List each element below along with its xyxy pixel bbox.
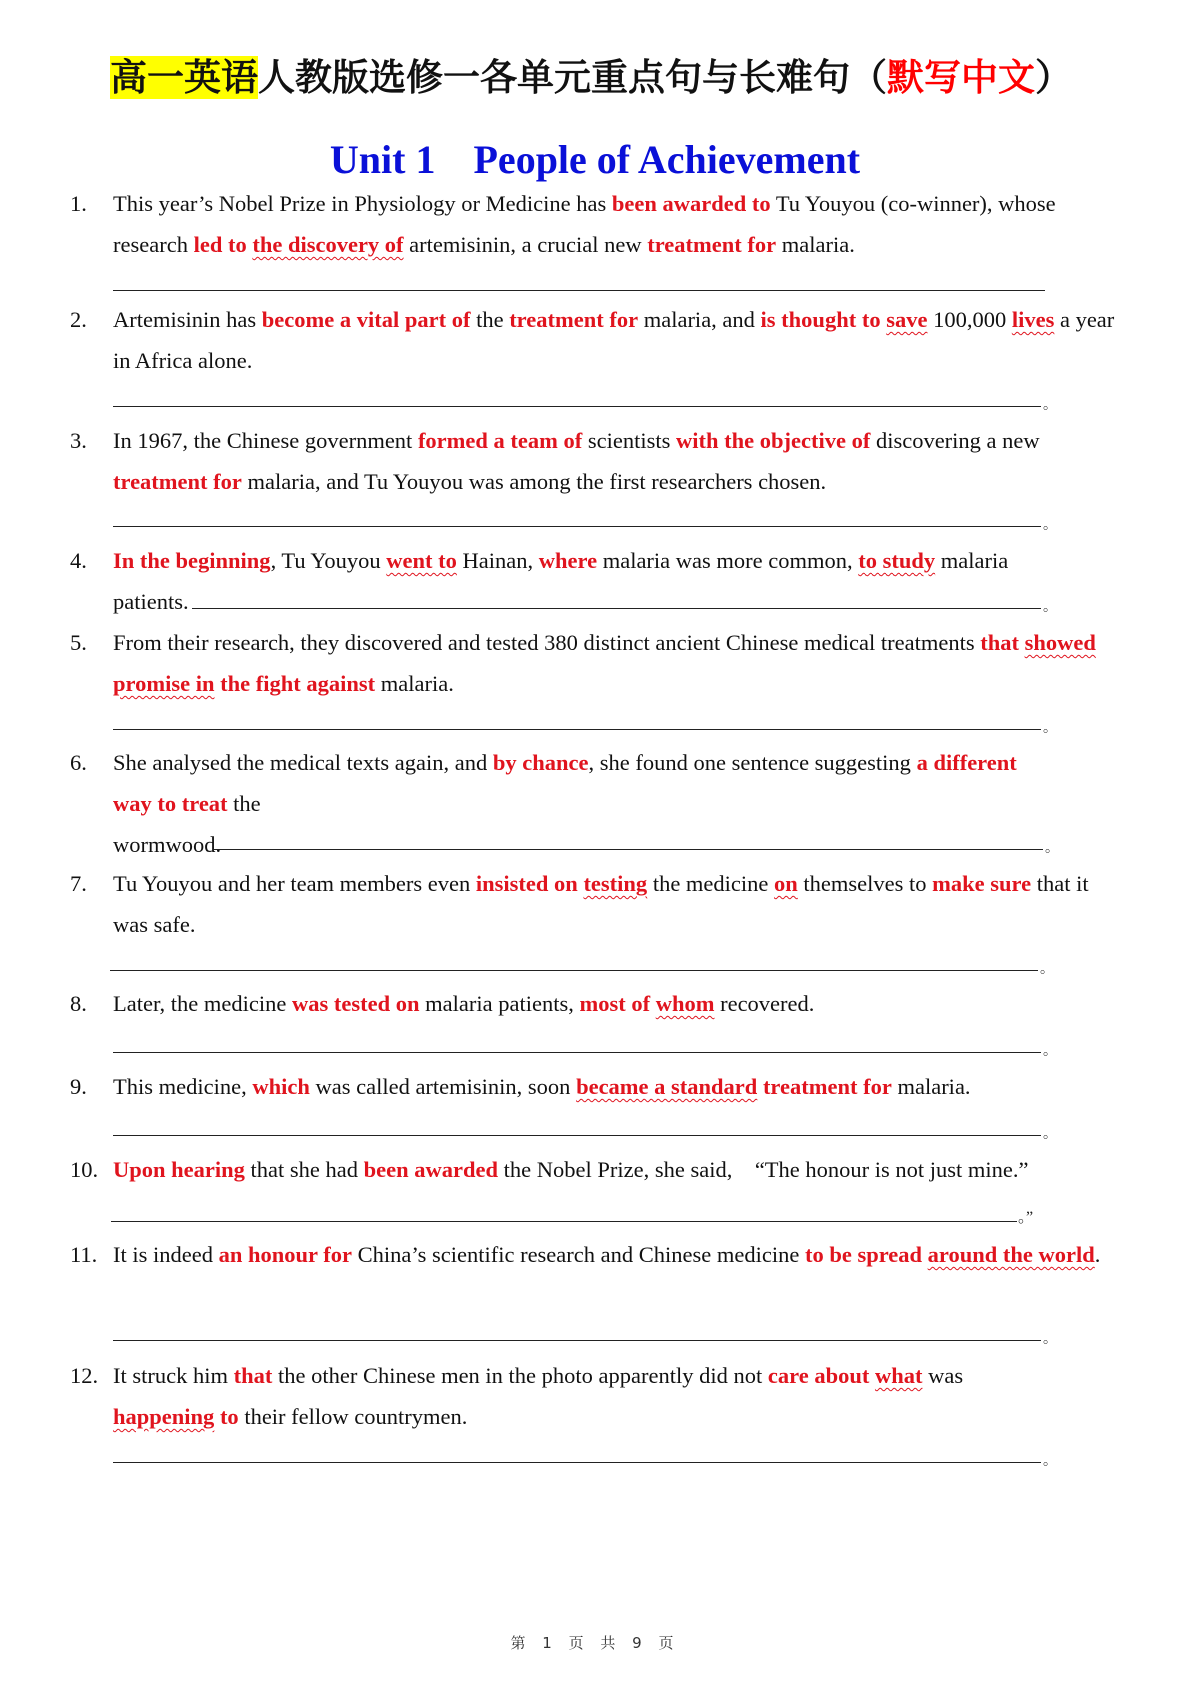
unit-number: Unit 1: [329, 137, 436, 182]
title-red: 默写中文: [887, 56, 1035, 99]
sentence-text: China’s scientific research and Chinese medicine: [351, 1242, 805, 1267]
key-phrase: treatment for: [113, 469, 242, 494]
title-main: 人教版选修一各单元重点句与长难句（: [258, 56, 887, 99]
sentence-text: From their research, they discovered and tested 380 distinct ancient Chinese medical treatments: [113, 630, 981, 655]
sentence-text: , she found one sentence suggesting: [588, 750, 917, 775]
key-phrase: testing: [583, 871, 648, 896]
line-end-mark: 。: [1043, 600, 1057, 615]
answer-line-9[interactable]: [113, 1135, 1041, 1136]
key-phrase: that: [980, 630, 1019, 655]
sentence-item-4: [70, 540, 1120, 622]
sentence-item-2: [70, 299, 1120, 381]
answer-line-3[interactable]: [113, 526, 1041, 527]
key-phrase: whom: [655, 991, 715, 1016]
item-number: 5.: [70, 630, 87, 655]
answer-line-5[interactable]: [113, 729, 1041, 730]
item-text: [113, 1234, 1120, 1275]
sentence-text: Artemisinin has: [113, 307, 262, 332]
sentence-text: the: [227, 791, 261, 816]
answer-line-7[interactable]: [110, 970, 1038, 971]
line-end-mark: 。”: [1018, 1209, 1034, 1226]
sentence-text: Hainan,: [456, 548, 539, 573]
sentence-text: the: [470, 307, 510, 332]
key-phrase: a different way to treat: [113, 750, 1017, 816]
sentence-text: This year’s Nobel Prize in Physiology or Medicine has: [113, 191, 612, 216]
key-phrase: the discovery of: [252, 232, 404, 257]
sentence-text: the Nobel Prize, she said, “The honour is not just mine.”: [498, 1157, 1029, 1182]
sentence-item-9: [70, 1066, 1120, 1107]
sentence-item-7: [70, 863, 1120, 945]
line-end-mark: 。: [1043, 1454, 1057, 1469]
sentence-text: It is indeed: [113, 1242, 219, 1267]
item-text: [113, 1149, 1120, 1190]
item-number: 1.: [70, 191, 87, 216]
sentence-text: malaria.: [375, 671, 454, 696]
key-phrase: by chance: [492, 750, 589, 775]
key-phrase: that: [233, 1363, 273, 1388]
line-end-mark: 。: [1043, 518, 1057, 533]
key-phrase: insisted on: [475, 871, 584, 896]
sentence-item-1: [70, 183, 1120, 265]
item-number: 9.: [70, 1074, 87, 1099]
item-number: 8.: [70, 991, 87, 1016]
item-number: 12.: [70, 1363, 99, 1388]
sentence-text: malaria, and: [638, 307, 761, 332]
sentence-text: artemisinin, a crucial new: [403, 232, 648, 257]
key-phrase: was tested on: [292, 991, 420, 1016]
key-phrase: been awarded: [363, 1157, 498, 1182]
line-end-mark: 。: [1043, 1044, 1057, 1059]
sentence-text: malaria, and Tu Youyou was among the first researchers chosen.: [241, 469, 827, 494]
key-phrase: led to: [193, 232, 253, 257]
key-phrase: an honour for: [218, 1242, 352, 1267]
key-phrase: became a standard: [576, 1074, 758, 1099]
key-phrase: to: [214, 1404, 239, 1429]
answer-line-10[interactable]: [111, 1221, 1017, 1222]
key-phrase: showed promise in: [113, 630, 1096, 696]
key-phrase: to be spread: [804, 1242, 928, 1267]
sentence-text: , Tu Youyou: [270, 548, 387, 573]
key-phrase: which: [252, 1074, 310, 1099]
item-number: 7.: [70, 871, 87, 896]
item-text: [113, 622, 1120, 704]
key-phrase: treatment for: [509, 307, 639, 332]
unit-name: People of Achievement: [473, 137, 861, 182]
key-phrase: care about: [767, 1363, 875, 1388]
sentence-text: 100,000: [927, 307, 1012, 332]
sentence-item-5: [70, 622, 1120, 704]
unit-heading: [0, 134, 1190, 186]
title-close: ）: [1035, 56, 1072, 99]
sentence-text: Tu Youyou and her team members even: [113, 871, 476, 896]
answer-line-12[interactable]: [113, 1462, 1041, 1463]
sentence-text: malaria patients,: [419, 991, 580, 1016]
line-end-mark: 。: [1043, 1332, 1057, 1347]
sentence-item-6: [70, 742, 1120, 865]
key-phrase: In the beginning: [113, 548, 271, 573]
key-phrase: lives: [1011, 307, 1055, 332]
item-text: [113, 1355, 983, 1437]
sentence-text: malaria was more common,: [597, 548, 859, 573]
sentence-text: Tu Youyou (co-winner), whose research: [113, 191, 1056, 257]
sentence-text: that it was safe.: [113, 871, 1089, 937]
sentence-text: scientists: [582, 428, 676, 453]
key-phrase: happening: [113, 1404, 215, 1429]
sentence-text: malaria.: [891, 1074, 971, 1099]
item-number: 4.: [70, 548, 87, 573]
sentence-text: malaria patients.: [113, 548, 1009, 614]
sentence-item-3: [70, 420, 1120, 502]
sentence-text: discovering a new: [870, 428, 1040, 453]
sentence-text: In 1967, the Chinese government: [113, 428, 418, 453]
key-phrase: went to: [386, 548, 457, 573]
sentence-text: .: [1094, 1242, 1101, 1267]
key-phrase: treatment for: [647, 232, 777, 257]
item-text: [113, 863, 1120, 945]
sentence-item-12: [70, 1355, 1120, 1437]
key-phrase: been awarded to: [611, 191, 771, 216]
key-phrase: the fight against: [214, 671, 376, 696]
sentence-text: was: [922, 1363, 964, 1388]
item-number: 6.: [70, 750, 87, 775]
sentence-item-11: [70, 1234, 1120, 1275]
key-phrase: what: [874, 1363, 923, 1388]
document-title: [110, 52, 1150, 104]
line-end-mark: 。: [1045, 841, 1059, 856]
item-text: [113, 1066, 1120, 1107]
item-text: [113, 540, 1013, 622]
item-text: [113, 742, 1023, 824]
sentence-text: themselves to: [797, 871, 933, 896]
line-end-mark: 。: [1043, 1127, 1057, 1142]
sentence-text: recovered.: [714, 991, 815, 1016]
item-number: 2.: [70, 307, 87, 332]
item-number: 10.: [70, 1157, 99, 1182]
answer-line-4[interactable]: [192, 608, 1041, 609]
key-phrase: most of: [579, 991, 656, 1016]
line-end-mark: 。: [1043, 398, 1057, 413]
answer-line-8[interactable]: [113, 1052, 1041, 1053]
key-phrase: around the world: [927, 1242, 1095, 1267]
item-text: [113, 983, 1120, 1024]
key-phrase: on: [774, 871, 798, 896]
item-number: 11.: [70, 1242, 98, 1267]
answer-line-1[interactable]: [113, 290, 1045, 291]
key-phrase: formed a team of: [417, 428, 583, 453]
item-text-continuation: wormwood.: [113, 832, 222, 857]
sentence-text: She analysed the medical texts again, and: [113, 750, 493, 775]
sentence-text: their fellow countrymen.: [238, 1404, 468, 1429]
sentence-text: a year in Africa alone.: [113, 307, 1115, 373]
item-text: [113, 183, 1120, 265]
key-phrase: is thought to: [760, 307, 887, 332]
sentence-text: Later, the medicine: [113, 991, 293, 1016]
sentence-text: that she had: [244, 1157, 364, 1182]
title-highlight: 高一英语: [110, 56, 258, 99]
page-footer: 第 1 页 共 9 页: [510, 1634, 680, 1652]
item-number: 3.: [70, 428, 87, 453]
line-end-mark: 。: [1043, 721, 1057, 736]
key-phrase: treatment for: [757, 1074, 892, 1099]
sentence-item-8: [70, 983, 1120, 1024]
key-phrase: to study: [858, 548, 936, 573]
key-phrase: save: [886, 307, 928, 332]
key-phrase: Upon hearing: [113, 1157, 245, 1182]
key-phrase: become a vital part of: [261, 307, 471, 332]
answer-line-11[interactable]: [113, 1340, 1041, 1341]
sentence-text: the medicine: [647, 871, 775, 896]
key-phrase: with the objective of: [676, 428, 871, 453]
item-text: [113, 299, 1120, 381]
key-phrase: where: [538, 548, 598, 573]
sentence-text: was called artemisinin, soon: [309, 1074, 577, 1099]
line-end-mark: 。: [1040, 962, 1054, 977]
item-text: [113, 420, 1120, 502]
sentence-text: This medicine,: [113, 1074, 253, 1099]
key-phrase: make sure: [932, 871, 1032, 896]
sentence-text: It struck him: [113, 1363, 234, 1388]
answer-line-2[interactable]: [113, 406, 1041, 407]
sentence-item-10: [70, 1149, 1120, 1190]
answer-line-6[interactable]: [214, 849, 1043, 850]
sentence-text: malaria.: [776, 232, 855, 257]
sentence-text: the other Chinese men in the photo apparently did not: [272, 1363, 768, 1388]
